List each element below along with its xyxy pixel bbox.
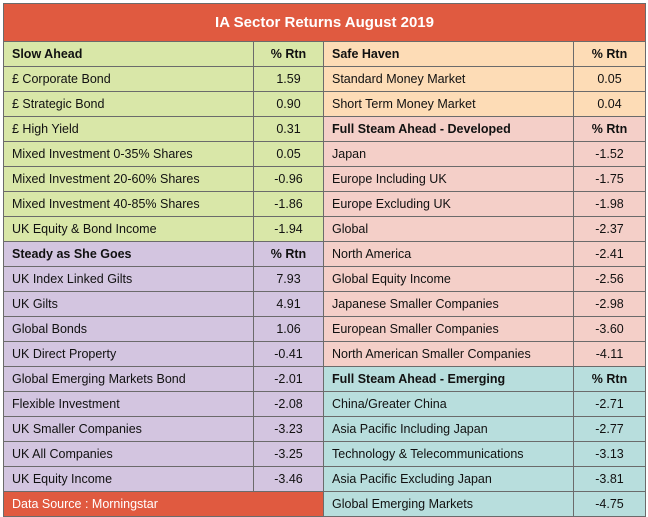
developed-sector-return: -2.98 bbox=[574, 292, 646, 317]
slow-ahead-sector-name: UK Equity & Bond Income bbox=[4, 217, 254, 242]
developed-sector-name: European Smaller Companies bbox=[324, 317, 574, 342]
developed-sector-return: -4.11 bbox=[574, 342, 646, 367]
table-row bbox=[4, 117, 646, 142]
emerging-sector-return: -2.71 bbox=[574, 392, 646, 417]
emerging-sector-return: -2.77 bbox=[574, 417, 646, 442]
safe-haven-heading: Safe Haven bbox=[324, 42, 574, 67]
slow-ahead-rtn-header: % Rtn bbox=[254, 42, 324, 67]
developed-sector-return: -1.75 bbox=[574, 167, 646, 192]
developed-rtn-header: % Rtn bbox=[574, 117, 646, 142]
developed-sector-return: -3.60 bbox=[574, 317, 646, 342]
emerging-sector-return: -4.75 bbox=[574, 492, 646, 517]
slow-ahead-sector-return: 1.59 bbox=[254, 67, 324, 92]
emerging-sector-name: Technology & Telecommunications bbox=[324, 442, 574, 467]
table-row bbox=[4, 42, 646, 67]
steady-sector-name: Flexible Investment bbox=[4, 392, 254, 417]
table-row bbox=[4, 217, 646, 242]
table-row bbox=[4, 92, 646, 117]
slow-ahead-sector-name: £ High Yield bbox=[4, 117, 254, 142]
steady-sector-return: 4.91 bbox=[254, 292, 324, 317]
slow-ahead-sector-name: Mixed Investment 0-35% Shares bbox=[4, 142, 254, 167]
table-row bbox=[4, 342, 646, 367]
table-row bbox=[4, 167, 646, 192]
developed-sector-name: Global bbox=[324, 217, 574, 242]
developed-sector-return: -2.37 bbox=[574, 217, 646, 242]
slow-ahead-sector-return: 0.90 bbox=[254, 92, 324, 117]
safe-haven-sector-name: Standard Money Market bbox=[324, 67, 574, 92]
steady-heading: Steady as She Goes bbox=[4, 242, 254, 267]
steady-sector-return: -2.08 bbox=[254, 392, 324, 417]
table-row bbox=[4, 67, 646, 92]
steady-sector-name: Global Emerging Markets Bond bbox=[4, 367, 254, 392]
data-source-note: Data Source : Morningstar bbox=[4, 492, 324, 517]
steady-sector-return: 7.93 bbox=[254, 267, 324, 292]
slow-ahead-sector-return: 0.05 bbox=[254, 142, 324, 167]
slow-ahead-sector-return: 0.31 bbox=[254, 117, 324, 142]
slow-ahead-sector-name: Mixed Investment 40-85% Shares bbox=[4, 192, 254, 217]
sector-returns-table bbox=[3, 3, 646, 517]
emerging-sector-return: -3.13 bbox=[574, 442, 646, 467]
safe-haven-sector-name: Short Term Money Market bbox=[324, 92, 574, 117]
title-row bbox=[4, 4, 646, 42]
safe-haven-sector-return: 0.04 bbox=[574, 92, 646, 117]
developed-sector-return: -1.98 bbox=[574, 192, 646, 217]
steady-sector-name: UK Index Linked Gilts bbox=[4, 267, 254, 292]
safe-haven-sector-return: 0.05 bbox=[574, 67, 646, 92]
emerging-rtn-header: % Rtn bbox=[574, 367, 646, 392]
developed-sector-return: -2.56 bbox=[574, 267, 646, 292]
developed-sector-name: Global Equity Income bbox=[324, 267, 574, 292]
emerging-sector-name: China/Greater China bbox=[324, 392, 574, 417]
table-row bbox=[4, 292, 646, 317]
emerging-sector-return: -3.81 bbox=[574, 467, 646, 492]
table-row bbox=[4, 392, 646, 417]
slow-ahead-sector-return: -0.96 bbox=[254, 167, 324, 192]
steady-sector-return: 1.06 bbox=[254, 317, 324, 342]
developed-sector-name: North America bbox=[324, 242, 574, 267]
slow-ahead-sector-name: £ Corporate Bond bbox=[4, 67, 254, 92]
table-row bbox=[4, 192, 646, 217]
steady-sector-return: -3.23 bbox=[254, 417, 324, 442]
steady-sector-name: UK All Companies bbox=[4, 442, 254, 467]
page-title: IA Sector Returns August 2019 bbox=[4, 4, 646, 42]
slow-ahead-sector-return: -1.86 bbox=[254, 192, 324, 217]
developed-sector-return: -2.41 bbox=[574, 242, 646, 267]
steady-rtn-header: % Rtn bbox=[254, 242, 324, 267]
safe-haven-rtn-header: % Rtn bbox=[574, 42, 646, 67]
emerging-sector-name: Asia Pacific Excluding Japan bbox=[324, 467, 574, 492]
slow-ahead-heading: Slow Ahead bbox=[4, 42, 254, 67]
developed-sector-return: -1.52 bbox=[574, 142, 646, 167]
developed-sector-name: North American Smaller Companies bbox=[324, 342, 574, 367]
developed-sector-name: Europe Including UK bbox=[324, 167, 574, 192]
emerging-sector-name: Global Emerging Markets bbox=[324, 492, 574, 517]
table-row bbox=[4, 267, 646, 292]
steady-sector-return: -0.41 bbox=[254, 342, 324, 367]
steady-sector-name: UK Smaller Companies bbox=[4, 417, 254, 442]
steady-sector-name: Global Bonds bbox=[4, 317, 254, 342]
steady-sector-return: -2.01 bbox=[254, 367, 324, 392]
table-row bbox=[4, 367, 646, 392]
table-row bbox=[4, 442, 646, 467]
slow-ahead-sector-return: -1.94 bbox=[254, 217, 324, 242]
emerging-heading: Full Steam Ahead - Emerging bbox=[324, 367, 574, 392]
slow-ahead-sector-name: Mixed Investment 20-60% Shares bbox=[4, 167, 254, 192]
developed-sector-name: Japan bbox=[324, 142, 574, 167]
slow-ahead-sector-name: £ Strategic Bond bbox=[4, 92, 254, 117]
developed-heading: Full Steam Ahead - Developed bbox=[324, 117, 574, 142]
table-row bbox=[4, 317, 646, 342]
table-row bbox=[4, 142, 646, 167]
steady-sector-name: UK Gilts bbox=[4, 292, 254, 317]
emerging-sector-name: Asia Pacific Including Japan bbox=[324, 417, 574, 442]
steady-sector-name: UK Equity Income bbox=[4, 467, 254, 492]
steady-sector-return: -3.25 bbox=[254, 442, 324, 467]
table-row bbox=[4, 242, 646, 267]
developed-sector-name: Europe Excluding UK bbox=[324, 192, 574, 217]
table-row bbox=[4, 467, 646, 492]
developed-sector-name: Japanese Smaller Companies bbox=[324, 292, 574, 317]
table-row bbox=[4, 417, 646, 442]
steady-sector-name: UK Direct Property bbox=[4, 342, 254, 367]
steady-sector-return: -3.46 bbox=[254, 467, 324, 492]
